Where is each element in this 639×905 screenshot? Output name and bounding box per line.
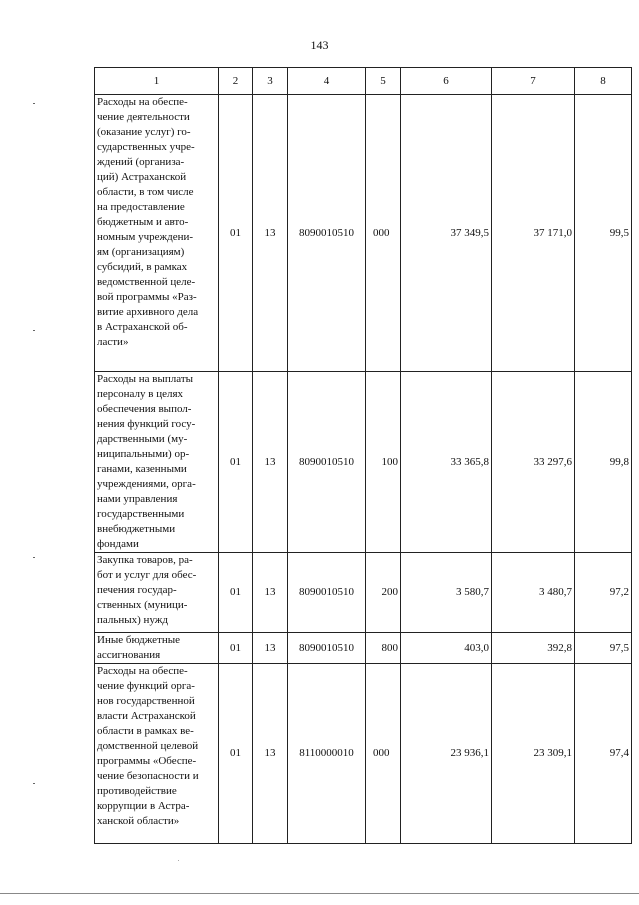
row-cell-6: 3 580,7 xyxy=(401,553,492,633)
row-cell-5: 800 xyxy=(366,633,401,664)
row-cell-3: 13 xyxy=(253,372,288,553)
bottom-rule xyxy=(0,893,639,894)
row-cell-2: 01 xyxy=(219,372,253,553)
row-cell-7: 23 309,1 xyxy=(492,664,575,844)
row-cell-7: 33 297,6 xyxy=(492,372,575,553)
budget-table-body xyxy=(95,68,632,844)
row-description: Расходы на выплаты персоналу в целях обеспечения выпол- нения функций госу- дарственными (му- ниципальными) ор- ганами, казенными учреждениями, орга- нами управления государственными внебюджетными фондами xyxy=(95,372,219,553)
header-cell-4: 4 xyxy=(288,68,366,95)
margin-mark xyxy=(33,783,35,784)
row-cell-5: 200 xyxy=(366,553,401,633)
row-cell-8: 99,8 xyxy=(575,372,632,553)
row-cell-6: 23 936,1 xyxy=(401,664,492,844)
row-description: Иные бюджетные ассигнования xyxy=(95,633,219,664)
header-cell-5: 5 xyxy=(366,68,401,95)
scan-speck xyxy=(178,860,179,861)
header-cell-7: 7 xyxy=(492,68,575,95)
row-cell-2: 01 xyxy=(219,95,253,372)
row-cell-6: 37 349,5 xyxy=(401,95,492,372)
header-row xyxy=(95,68,632,95)
row-cell-7: 37 171,0 xyxy=(492,95,575,372)
row-cell-6: 33 365,8 xyxy=(401,372,492,553)
row-cell-7: 392,8 xyxy=(492,633,575,664)
row-cell-5: 000 xyxy=(366,95,401,372)
row-cell-7: 3 480,7 xyxy=(492,553,575,633)
row-cell-4: 8090010510 xyxy=(288,95,366,372)
margin-mark xyxy=(33,557,35,558)
row-cell-2: 01 xyxy=(219,633,253,664)
table-row xyxy=(95,372,632,553)
row-cell-2: 01 xyxy=(219,664,253,844)
header-cell-1: 1 xyxy=(95,68,219,95)
row-cell-4: 8090010510 xyxy=(288,553,366,633)
header-cell-6: 6 xyxy=(401,68,492,95)
row-description: Расходы на обеспе- чение деятельности (оказание услуг) го- сударственных учре- ждений (организа- ций) Астраханской области, в том числе на предоставление бюджетным и авто- номным учреждени- ям (организациям) субсидий, в рамках ведомственной целе- вой программы «Раз- витие архивного дела в Астраханской об- ласти» xyxy=(95,95,219,372)
row-cell-4: 8110000010 xyxy=(288,664,366,844)
header-cell-8: 8 xyxy=(575,68,632,95)
row-cell-8: 99,5 xyxy=(575,95,632,372)
row-cell-8: 97,4 xyxy=(575,664,632,844)
table-row xyxy=(95,95,632,372)
row-cell-3: 13 xyxy=(253,553,288,633)
row-cell-6: 403,0 xyxy=(401,633,492,664)
margin-mark xyxy=(33,103,35,104)
header-cell-3: 3 xyxy=(253,68,288,95)
row-description: Закупка товаров, ра- бот и услуг для обес- печения государ- ственных (муници- пальных) нужд xyxy=(95,553,219,633)
table-row xyxy=(95,553,632,633)
row-cell-3: 13 xyxy=(253,633,288,664)
row-cell-3: 13 xyxy=(253,664,288,844)
margin-mark xyxy=(33,330,35,331)
row-cell-2: 01 xyxy=(219,553,253,633)
page-number: 143 xyxy=(310,38,329,52)
table-row xyxy=(95,633,632,664)
row-cell-8: 97,5 xyxy=(575,633,632,664)
row-cell-3: 13 xyxy=(253,95,288,372)
row-description: Расходы на обеспе- чение функций орга- нов государственной власти Астраханской области в рамках ве- домственной целевой программы «Обеспе- чение безопасности и противодействие коррупции в Астра- ханской области» xyxy=(95,664,219,844)
row-cell-5: 000 xyxy=(366,664,401,844)
budget-table xyxy=(94,67,632,844)
table-row xyxy=(95,664,632,844)
row-cell-4: 8090010510 xyxy=(288,372,366,553)
row-cell-5: 100 xyxy=(366,372,401,553)
row-cell-4: 8090010510 xyxy=(288,633,366,664)
header-cell-2: 2 xyxy=(219,68,253,95)
row-cell-8: 97,2 xyxy=(575,553,632,633)
